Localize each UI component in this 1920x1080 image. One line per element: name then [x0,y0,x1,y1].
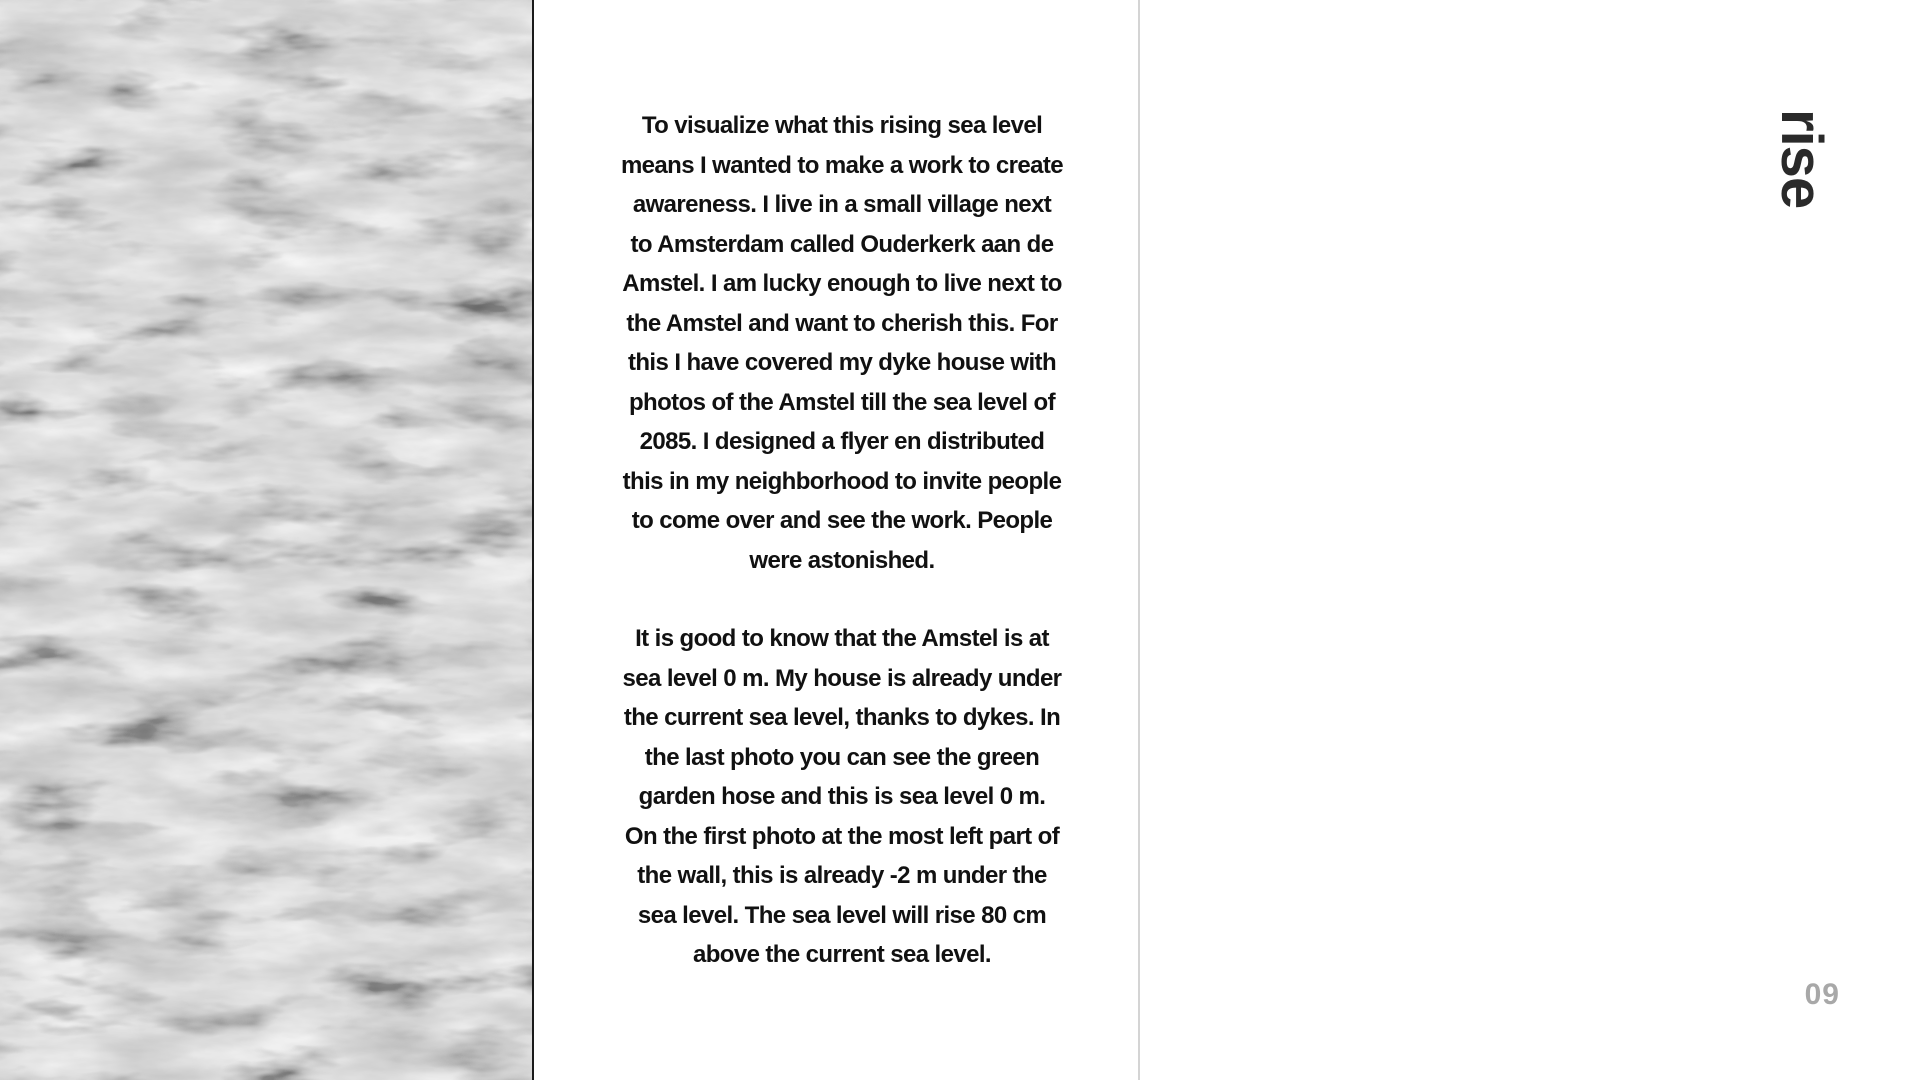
page-title: rise [1769,109,1834,209]
water-photo [0,0,532,1080]
paragraph-2: It is good to know that the Amstel is at sea level 0 m. My house is already under the current sea level, thanks to dykes. In the last photo you can see the green garden hose and this is sea level 0 m. On the first photo at the most left part of the wall, this is already -2 m under the sea level. The sea level will rise 80 cm above the current sea level. [622,625,1062,968]
water-reflection-image [0,0,532,1080]
image-border [532,0,534,1080]
page-number: 09 [1804,978,1840,1011]
paragraph-1: To visualize what this rising sea level means I wanted to make a work to create awareness. I live in a small village next to Amsterdam called Ouderkerk aan de Amstel. I am lucky enough to live next to the Amstel and want to cherish this. For this I have covered my dyke house with photos of the Amstel till the sea level of 2085. I designed a flyer en distributed this in my neighborhood to invite people to come over and see the work. People were astonished. [620,112,1064,574]
column-divider [1138,0,1140,1080]
body-text [620,106,1064,975]
